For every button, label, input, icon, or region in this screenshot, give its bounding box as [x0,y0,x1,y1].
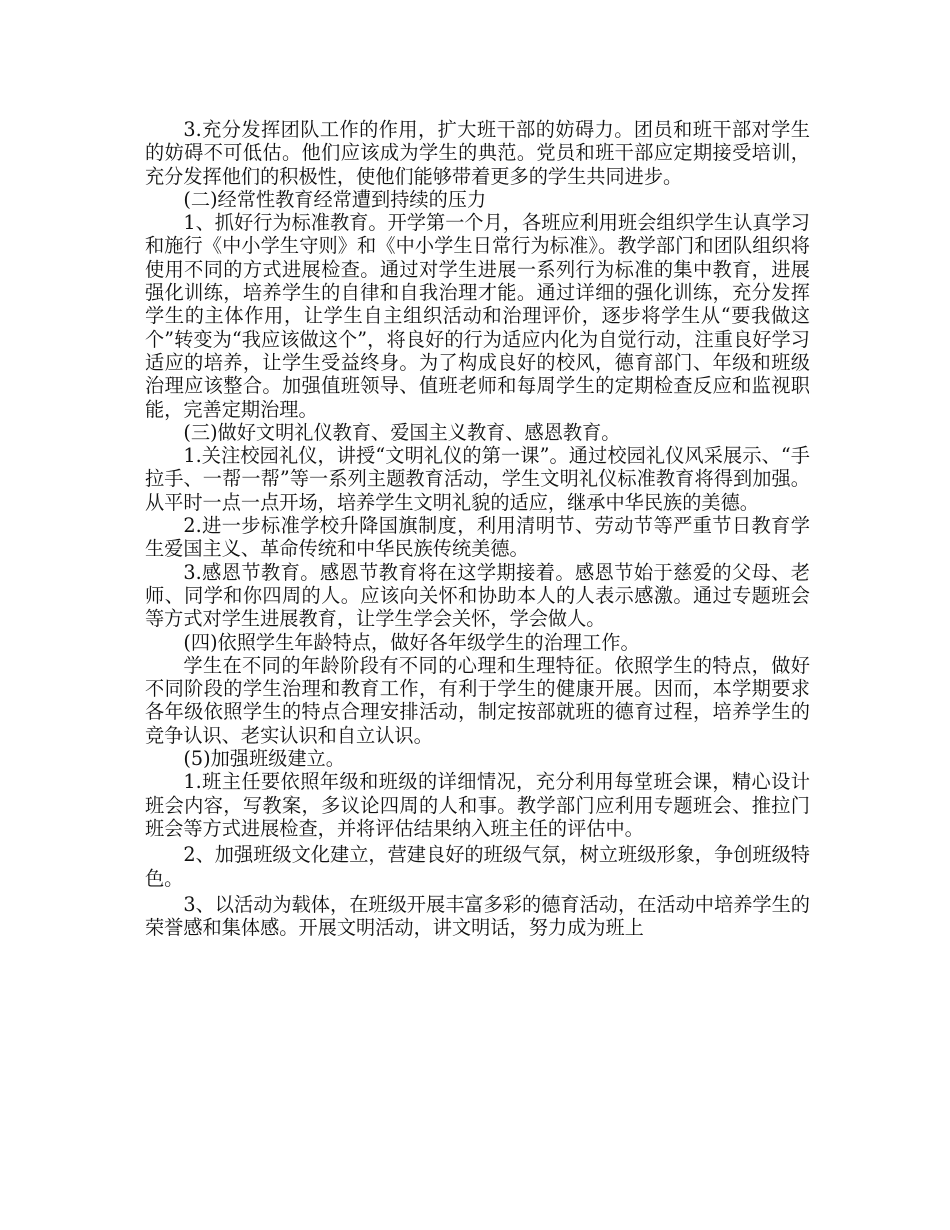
paragraph-age-characteristics: 学生在不同的年龄阶段有不同的心理和生理特征。依照学生的特点，做好不同阶段的学生治理和教育工作，有利于学生的健康开展。因而，本学期要求各年级依照学生的特点合理安排活动，制定按部就班的德育过程，培养学生的竞争认识、老实认识和自立认识。 [145,653,810,747]
paragraph-campus-etiquette: 1.关注校园礼仪，讲授“文明礼仪的第一课”。通过校园礼仪风采展示、“手拉手、一帮一帮”等一系列主题教育活动，学生文明礼仪标准教育将得到加强。从平时一点一点开场，培养学生文明礼貌的适应，继承中华民族的美德。 [145,444,810,514]
document-body [145,118,810,939]
heading-age-management: (四)依照学生年龄特点，做好各年级学生的治理工作。 [183,630,640,654]
paragraph-flag-ceremony: 2.进一步标准学校升降国旗制度，利用清明节、劳动节等严重节日教育学生爱国主义、革命传统和中华民族传统美德。 [145,514,810,561]
paragraph-behavior-standards: 1、抓好行为标准教育。开学第一个月，各班应利用班会组织学生认真学习和施行《中小学生守则》和《中小学生日常行为标准》。教学部门和团队组织将使用不同的方式进展检查。通过对学生进展一系列行为标准的集中教育，进展强化训练，培养学生的自律和自我治理才能。通过详细的强化训练，充分发挥学生的主体作用，让学生自主组织活动和治理评价，逐步将学生从“要我做这个”转变为“我应该做这个”，将良好的行为适应内化为自觉行动，注重良好学习适应的培养，让学生受益终身。为了构成良好的校风，德育部门、年级和班级治理应该整合。加强值班领导、值班老师和每周学生的定期检查反应和监视职能，完善定期治理。 [145,211,810,421]
heading-class-building: (5)加强班级建立。 [183,747,345,771]
paragraph-class-activities: 3、以活动为载体，在班级开展丰富多彩的德育活动，在活动中培养学生的荣誉感和集体感。开展文明活动，讲文明话，努力成为班上 [145,892,810,940]
paragraph-class-meetings: 1.班主任要依照年级和班级的详细情况，充分利用每堂班会课，精心设计班会内容，写教案，多议论四周的人和事。教学部门应利用专题班会、推拉门班会等方式进展检查，并将评估结果纳入班主任的评估中。 [145,770,810,840]
paragraph-team-work: 3.充分发挥团队工作的作用，扩大班干部的妨碍力。团员和班干部对学生的妨碍不可低估。他们应该成为学生的典范。党员和班干部应定期接受培训，充分发挥他们的积极性，使他们能够带着更多的学生共同进步。 [145,118,810,188]
heading-regular-education: (二)经常性教育经常遭到持续的压力 [183,187,487,211]
paragraph-gratitude-education: 3.感恩节教育。感恩节教育将在这学期接着。感恩节始于慈爱的父母、老师、同学和你四周的人。应该向关怀和协助本人的人表示感激。通过专题班会等方式对学生进展教育，让学生学会关怀，学会做人。 [145,560,810,631]
paragraph-class-culture: 2、加强班级文化建立，营建良好的班级气氛，树立班级形象，争创班级特色。 [145,843,810,890]
heading-etiquette-education: (三)做好文明礼仪教育、爱国主义教育、感恩教育。 [183,420,621,444]
